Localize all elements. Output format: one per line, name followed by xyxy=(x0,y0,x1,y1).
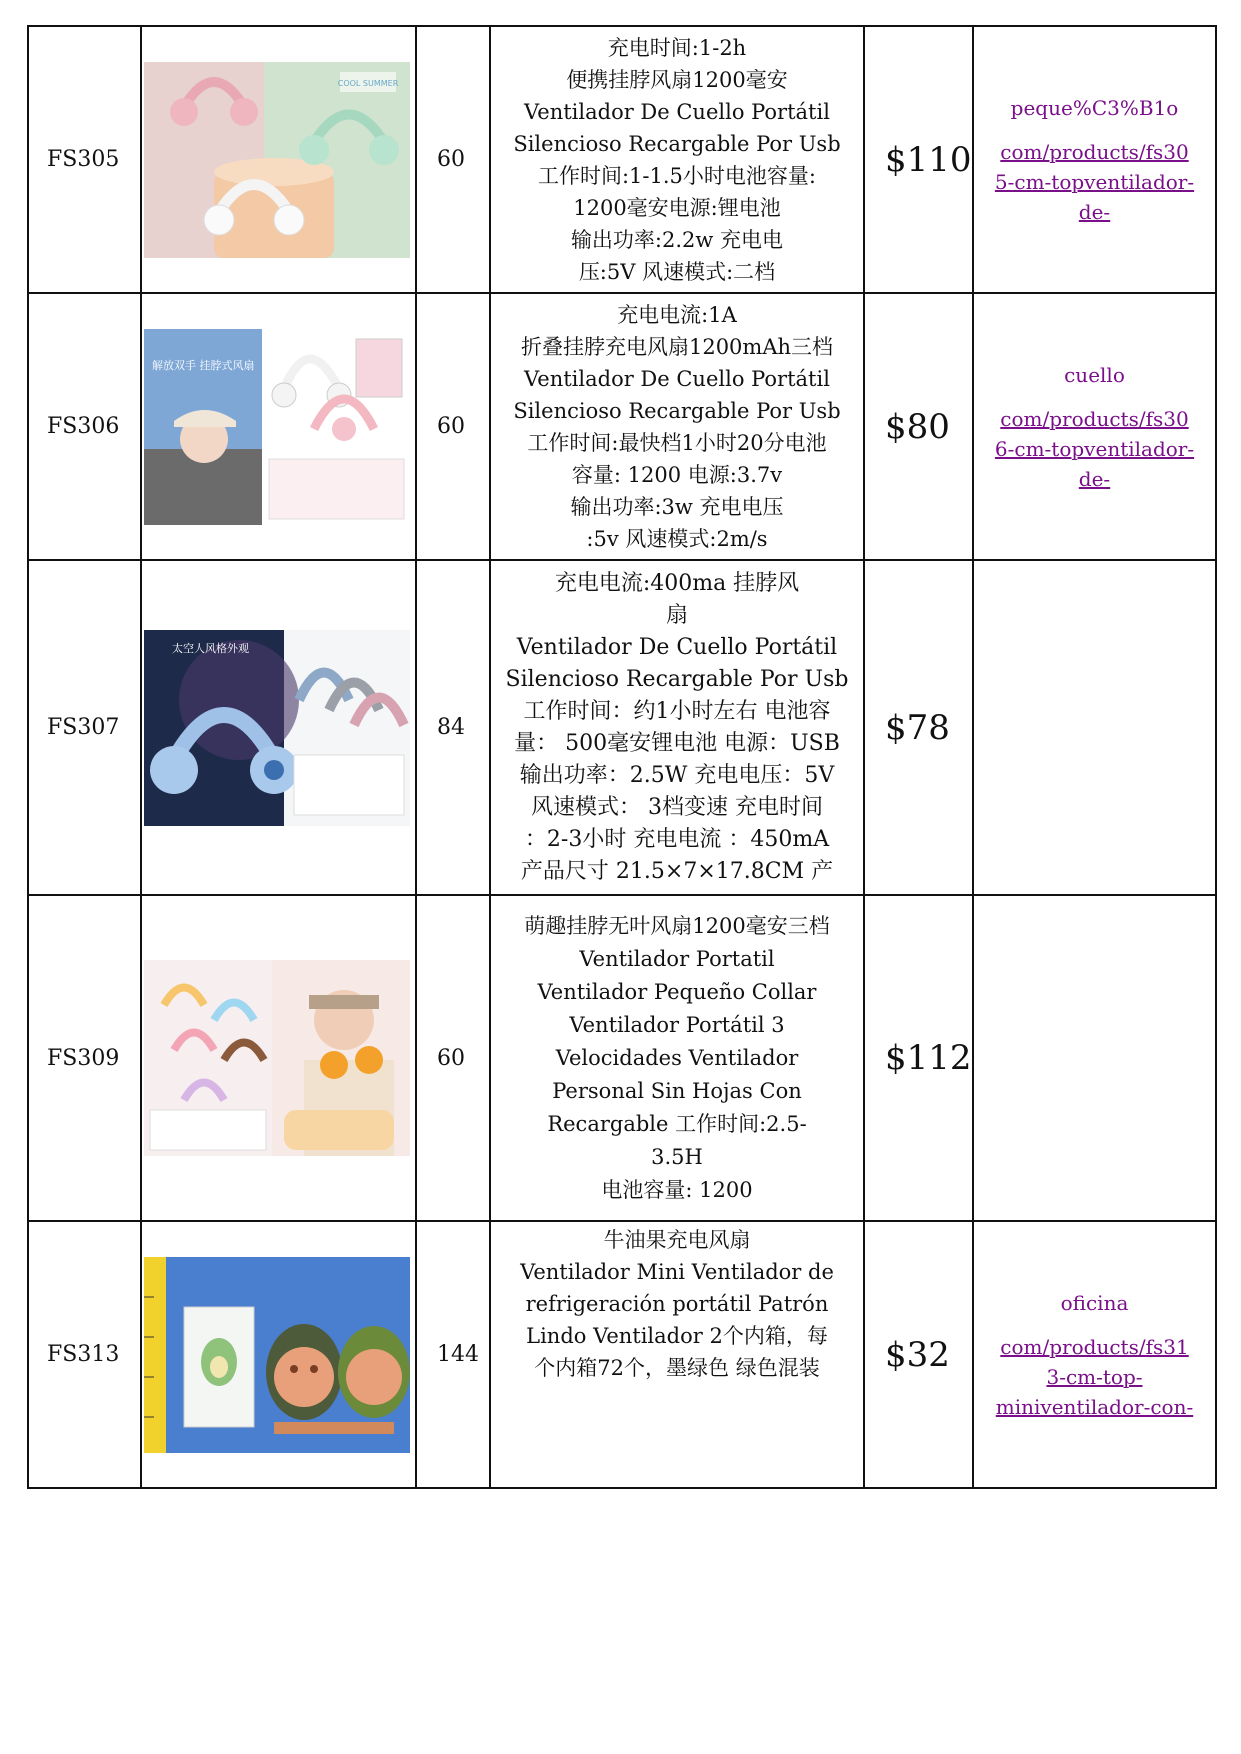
product-code: FS305 xyxy=(28,26,141,293)
product-code: FS307 xyxy=(28,560,141,895)
table-row xyxy=(28,293,1216,560)
table-row xyxy=(28,560,1216,895)
product-link[interactable]: com/products/fs30 6-cm-topventilador- de- xyxy=(994,406,1195,491)
product-description: 牛油果充电风扇 Ventilador Mini Ventilador de refrigeración portátil Patrón Lindo Ventilador 2个内箱，每 个内箱72个，墨绿色 绿色混装 xyxy=(490,1221,864,1488)
product-image-cell xyxy=(141,560,416,895)
product-description: 充电电流:400ma 挂脖风 扇 Ventilador De Cuello Portátil Silencioso Recargable Por Usb 工作时间：约1小时左右 电池容 量： 500毫安锂电池 电源：USB 输出功率：2.5W 充电电压：5V 风速模式： 3档变速 充电时间 ：2-3小时 充电电流 ：450mA 产品尺寸 21.5×7×17.8CM 产 xyxy=(490,560,864,895)
table-row xyxy=(28,26,1216,293)
link-store: peque%C3%B1o xyxy=(1010,95,1179,120)
table-row xyxy=(28,895,1216,1221)
product-link-cell xyxy=(973,293,1216,560)
product-image-cell xyxy=(141,1221,416,1488)
product-description: 充电电流:1A 折叠挂脖充电风扇1200mAh三档 Ventilador De Cuello Portátil Silencioso Recargable Por Usb 工作时间:最快档1小时20分电池 容量: 1200 电源:3.7v 输出功率:3w 充电电压 :5v 风速模式:2m/s xyxy=(490,293,864,560)
link-store: cuello xyxy=(1064,362,1125,387)
product-image-cell xyxy=(141,895,416,1221)
product-qty: 60 xyxy=(416,26,490,293)
product-link-cell xyxy=(973,895,1216,1221)
image-caption: 太空人风格外观 xyxy=(172,641,249,655)
table-row xyxy=(28,1221,1216,1488)
product-link-cell xyxy=(973,26,1216,293)
product-price: $32 xyxy=(864,1221,973,1488)
product-image xyxy=(144,329,410,525)
product-description: 充电时间:1-2h 便携挂脖风扇1200毫安 Ventilador De Cuello Portátil Silencioso Recargable Por Usb 工作时间:1-1.5小时电池容量: 1200毫安电源:锂电池 输出功率:2.2w 充电电 压:5V 风速模式:二档 xyxy=(490,26,864,293)
product-description: 萌趣挂脖无叶风扇1200毫安三档 Ventilador Portatil Ventilador Pequeño Collar Ventilador Portátil 3 Velocidades Ventilador Personal Sin Hojas Con Recargable 工作时间:2.5- 3.5H 电池容量: 1200 xyxy=(490,895,864,1221)
image-caption: COOL SUMMER xyxy=(337,78,399,88)
product-code: FS306 xyxy=(28,293,141,560)
product-price: $112 xyxy=(864,895,973,1221)
product-price: $78 xyxy=(864,560,973,895)
image-caption: 解放双手 挂脖式风扇 xyxy=(152,358,255,372)
product-link-cell xyxy=(973,560,1216,895)
product-qty: 60 xyxy=(416,895,490,1221)
product-image-cell xyxy=(141,293,416,560)
product-qty: 144 xyxy=(416,1221,490,1488)
link-store: oficina xyxy=(1060,1290,1129,1315)
product-image xyxy=(144,1257,410,1453)
product-link-cell xyxy=(973,1221,1216,1488)
product-code: FS309 xyxy=(28,895,141,1221)
product-price: $80 xyxy=(864,293,973,560)
product-code: FS313 xyxy=(28,1221,141,1488)
product-link[interactable]: com/products/fs31 3-cm-top- miniventilador-con- xyxy=(995,1334,1194,1419)
product-qty: 60 xyxy=(416,293,490,560)
product-image-cell xyxy=(141,26,416,293)
product-price: $110 xyxy=(864,26,973,293)
product-image xyxy=(144,960,410,1156)
product-link[interactable]: com/products/fs30 5-cm-topventilador- de- xyxy=(994,139,1195,224)
product-table xyxy=(27,25,1217,1489)
product-image xyxy=(144,630,410,826)
product-qty: 84 xyxy=(416,560,490,895)
product-image xyxy=(144,62,410,258)
